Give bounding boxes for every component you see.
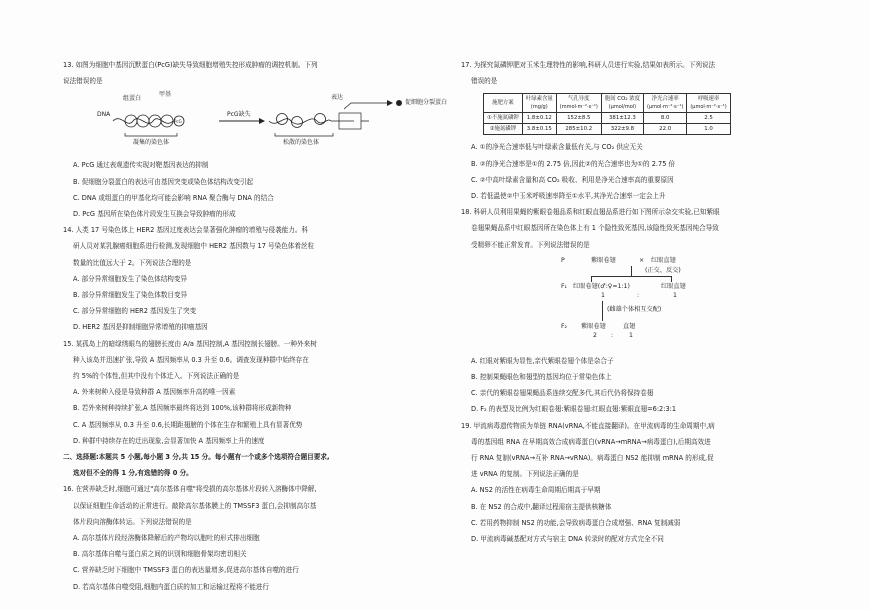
q14-option-c: C. 部分异常细胞的 HER2 基因发生了突变 xyxy=(73,307,197,316)
q16-option-b: B. 高尔基体自噬与蛋白质之间的识别和细胞骨架均密切相关 xyxy=(73,550,247,559)
condensed-chromatin xyxy=(113,115,173,127)
q18-line-2: 卷翅果蝇品系中红眼基因所在染色体上有 1 个隐性致死基因,该隐性致死基因纯合导致 xyxy=(471,224,719,233)
q15-line-1: 15. 某孤岛上的暗绿绣眼鸟的翅膀长度由 A/a 基因控制,A 基因控制长翅膀。一种外来树 xyxy=(63,339,317,348)
q19-line-4: 进 vRNA 的复制。下列说法正确的是 xyxy=(471,470,579,479)
q19-option-d: D. 甲流病毒碱基配对方式与宿主 DNA 转录时的配对方式完全不同 xyxy=(471,535,664,544)
question-17 xyxy=(461,0,813,204)
label-condensed: 凝集的染色体 xyxy=(133,139,170,147)
table-header-cell: 胞间 CO₂ 浓度 (μmol/mol) xyxy=(601,94,643,113)
ratio-colon-1: : xyxy=(637,291,640,299)
label-loose: 松散的染色体 xyxy=(283,139,320,147)
table-cell: 1.8±0.12 xyxy=(522,113,556,124)
q17-option-c: C. ②中高叶绿素含量和高 CO₂ 吸收、利用是净光合速率高的重要原因 xyxy=(471,175,674,184)
table-cell: 3.8±0.15 xyxy=(522,124,556,135)
q13-stem: 13. 如图为细胞中基因沉默蛋白(PcG)缺失导致细胞增殖失控形成肿瘤的调控机制。下列 xyxy=(63,61,318,69)
q17-option-a: A. ①的净光合速率低与叶绿素含量低有关,与 CO₂ 供应无关 xyxy=(471,143,643,152)
label-express: 表达 xyxy=(331,94,344,102)
mating-note: (雌雄个体相互交配) xyxy=(607,305,662,313)
right-column xyxy=(461,0,813,547)
q14-option-a: A. 部分异常细胞发生了染色体结构变异 xyxy=(73,274,188,283)
p-purple-curly: 紫眼卷翅 xyxy=(591,256,616,264)
q13-option-b: B. 促细胞分裂蛋白的表达可由基因突变或染色体结构改变引起 xyxy=(73,177,254,186)
question-13 xyxy=(63,0,448,222)
table-header-row xyxy=(484,94,731,113)
table-cell: ①不施氮磷钾 xyxy=(484,113,523,124)
table-row xyxy=(484,113,731,124)
gen-p: P xyxy=(561,256,565,264)
label-pcg-missing: PcG缺失 xyxy=(227,111,251,119)
table-cell: 22.0 xyxy=(643,124,686,135)
table-cell: 8.0 xyxy=(643,113,686,124)
q14-option-d: D. HER2 基因是抑制细胞异常增殖的抑癌基因 xyxy=(73,323,208,332)
reciprocal-note: (正交、反交) xyxy=(645,266,681,274)
q17-line-1: 17. 为探究氮磷钾肥对玉米生理特性的影响,科研人员进行实验,结果如表所示。下列说法 xyxy=(461,61,716,69)
table-cell: ②施氮磷钾 xyxy=(484,124,523,135)
q16-option-a: A. 高尔基体片段经溶酶体降解后的产物均以胞吐的形式排出细胞 xyxy=(73,534,260,543)
pcg-mechanism-diagram xyxy=(69,91,419,153)
ratio-3: 2 xyxy=(593,331,597,339)
q16-option-d: D. 若高尔基体自噬受阻,细胞内蛋白质的加工和运输过程将不能进行 xyxy=(73,582,269,591)
q13-figure xyxy=(69,91,448,153)
q19-option-c: C. 若用药物抑制 NS2 的功能,会导致病毒蛋白合成增强、RNA 复制减弱 xyxy=(471,518,681,527)
table-cell: 285±10.2 xyxy=(556,124,601,135)
q14-line-1: 14. 人类 17 号染色体上 HER2 基因过度表达会显著强化肿瘤的增殖与侵袭能力。科 xyxy=(63,226,309,235)
question-19 xyxy=(461,418,813,548)
q16-option-c: C. 营养缺乏时下细胞中 TMSSF3 蛋白的表达量增多,促进高尔基体自噬的进行 xyxy=(73,566,299,575)
q13-option-d: D. PcG 基因所在染色体片段发生互换会导致肿瘤的形成 xyxy=(73,210,236,219)
q17-option-d: D. 若低温使②中玉米呼吸速率降至①水平,其净光合速率一定会上升 xyxy=(471,192,666,201)
table-row xyxy=(484,124,731,135)
gen-f1: F₁ xyxy=(561,282,568,290)
table-cell: 322±9.8 xyxy=(601,124,643,135)
q15-option-d: D. 种群中持续存在的迁出现象,会显著加快 A 基因频率上升的速度 xyxy=(73,436,265,445)
f2-purple-curly: 紫眼卷翅 xyxy=(581,322,606,330)
f2-straight: 直翅 xyxy=(623,322,636,330)
table-cell: 1.0 xyxy=(687,124,730,135)
q15-option-c: C. A 基因频率从 0.3 升至 0.6,长期距翅膀的个体在生存和繁殖上具有显著优势 xyxy=(73,420,303,429)
q15-option-b: B. 若外来树种持续扩张,A 基因频率最终将达到 100%,该种群将形成新物种 xyxy=(73,404,292,413)
section-two-header xyxy=(63,449,421,481)
q15-line-3: 约 5%的个体性,但其中没有个体迁入。下列说法正确的是 xyxy=(73,372,240,381)
q19-line-1: 19. 甲流病毒遗传物质为单链 RNA(vRNA,不能直接翻译)。在甲流病毒的生命周期中,病 xyxy=(461,421,715,430)
question-16 xyxy=(63,481,421,594)
label-dna: DNA xyxy=(97,111,111,119)
q19-line-3: 行 RNA 复制(vRNA→互补 RNA→vRNA)。病毒蛋白 NS2 能抑制 mRNA 的形成,促 xyxy=(471,454,714,463)
q15-line-2: 种入该岛并迅速扩张,导致 A 基因频率从 0.3 升至 0.6。调查发现种群中始终存在 xyxy=(73,355,309,364)
q19-line-2: 毒的基因组 RNA 在早期高效合成病毒蛋白(vRNA→mRNA→病毒蛋白),后期高效进 xyxy=(471,437,711,446)
q18-option-b: B. 控制果蝇眼色和翅型的基因均位于常染色体上 xyxy=(471,373,612,382)
table-cell: 2.5 xyxy=(687,113,730,124)
q14-option-b: B. 部分异常细胞发生了染色体数目变异 xyxy=(73,291,188,300)
ratio-4: 1 xyxy=(629,331,633,339)
section-two-line-2: 选对但不全的得 1 分,有选错的得 0 分。 xyxy=(73,469,193,478)
table-header-cell: 呼吸速率 (μmol·m⁻²·s⁻¹) xyxy=(687,94,730,113)
promote-dot xyxy=(396,100,402,106)
q17-option-b: B. ②的净光合速率是①的 2.75 倍,因此②的光合速率也为①的 2.75 倍 xyxy=(471,159,676,168)
ratio-2: 1 xyxy=(673,291,677,299)
q18-option-a: A. 红眼对紫眼为显性,亲代紫眼卷翅个体是杂合子 xyxy=(471,356,614,365)
q16-line-2: 以保证细胞生命活动的正常进行。敲除高尔基体膜上的 TMSSF3 蛋白,会抑制高尔基 xyxy=(73,501,317,510)
q19-option-a: A. NS2 的活性在病毒生命周期后期高于早期 xyxy=(471,486,601,495)
loose-chromatin xyxy=(269,114,331,128)
cross-symbol: × xyxy=(639,256,645,264)
section-two-line-1: 二、选择题:本题共 5 小题,每小题 3 分,共 15 分。每小题有一个或多个选项符合题目要求, xyxy=(63,453,330,462)
gen-f2: F₂ xyxy=(561,322,568,330)
q18-cross-diagram xyxy=(461,255,813,351)
q18-option-c: C. 亲代的紫眼卷翅果蝇品系连续交配多代,其后代仍将保持卷翅 xyxy=(471,389,654,398)
q19-option-b: B. 在 NS2 的合成中,翻译过程需宿主提供核糖体 xyxy=(471,502,612,511)
q18-line-3: 受精卵不能正常发育。下列说法错误的是 xyxy=(471,240,590,249)
question-18 xyxy=(461,204,813,417)
q15-option-a: A. 外来树种入侵是导致种群 A 基因频率升高的唯一因素 xyxy=(73,388,236,397)
q17-line-2: 错误的是 xyxy=(471,77,498,86)
q16-line-1: 16. 在营养缺乏时,细胞可通过"高尔基体自噬"将受损的高尔基体片段转入溶酶体中降解, xyxy=(63,485,317,494)
q13-option-c: C. DNA 或组蛋白的甲基化均可能会影响 RNA 聚合酶与 DNA 的结合 xyxy=(73,193,274,202)
f1-red-curly: 红眼卷翅(♂:♀=1:1) xyxy=(573,282,630,290)
table-cell: 381±12.3 xyxy=(601,113,643,124)
question-15 xyxy=(63,336,421,449)
q14-line-3: 数量的比值远大于 2。下列说法合理的是 xyxy=(73,258,192,267)
q18-line-1: 18. 科研人员利用果蝇的紫眼卷翅品系和红眼直翅品系进行如下图所示杂交实验,已知紫眼 xyxy=(461,208,720,217)
left-column xyxy=(63,0,448,595)
q13-option-a: A. PcG 通过表观遗传实现对靶基因表达的抑制 xyxy=(73,161,209,170)
label-histone: 组蛋白 xyxy=(123,95,142,103)
table-header-cell: 施肥方案 xyxy=(484,94,523,113)
ratio-1: 1 xyxy=(601,291,605,299)
table-header-cell: 净光合速率 (μmol·m⁻²·s⁻¹) xyxy=(643,94,686,113)
q13-stem-2: 说法错误的是 xyxy=(63,77,103,86)
label-pcg-ball: PcG xyxy=(174,119,182,125)
q16-line-3: 体片段向溶酶体转运。下列说法错误的是 xyxy=(73,517,192,526)
ratio-colon-2: : xyxy=(611,331,614,339)
label-promote-protein: 促细胞分裂蛋白 xyxy=(405,99,448,107)
p-red-straight: 红眼直翅 xyxy=(651,256,676,264)
table-cell: 152±8.5 xyxy=(556,113,601,124)
table-header-cell: 气孔导度 (mmol·m⁻²·s⁻¹) xyxy=(556,94,601,113)
q17-table xyxy=(483,93,731,135)
label-methyl: 甲基 xyxy=(159,91,172,99)
f1-red-straight: 红眼直翅 xyxy=(661,282,686,290)
q18-option-d: D. F₂ 的表型及比例为红眼卷翅:紫眼卷翅:红眼直翅:紫眼直翅=6:2:3:1 xyxy=(471,405,677,414)
table-header-cell: 叶绿素含量 (mg/g) xyxy=(522,94,556,113)
q14-line-2: 研人员对某乳腺癌细胞系进行检测,发现细胞中 HER2 基因数与 17 号染色体着丝粒 xyxy=(73,242,315,251)
question-14 xyxy=(63,222,421,335)
